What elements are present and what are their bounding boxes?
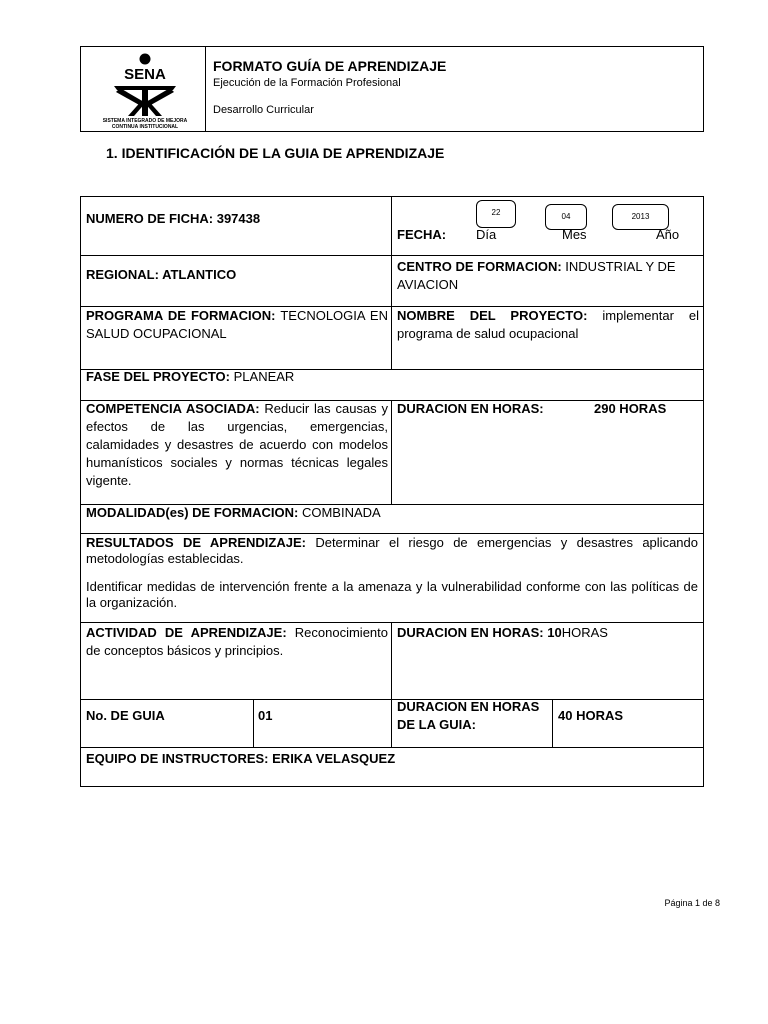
competencia-label: COMPETENCIA ASOCIADA: <box>86 401 260 416</box>
date-month-label: Mes <box>562 227 587 242</box>
date-day-box[interactable]: 22 <box>476 200 516 228</box>
actividad-label: ACTIVIDAD DE APRENDIZAJE: <box>86 625 287 640</box>
centro-value: INDUSTRIAL Y DE AVIACION <box>397 259 676 292</box>
programa-cell <box>86 307 388 343</box>
logo-subtitle-2: CONTINUA INSTITUCIONAL <box>111 124 179 130</box>
resultados-value-1: Determinar el riesgo de emergencias y desastres aplicando metodologías establecidas. <box>86 535 698 566</box>
sena-logo <box>92 52 198 132</box>
date-year-label: Año <box>656 227 680 242</box>
proyecto-cell <box>397 307 699 343</box>
actividad-value: Reconocimiento de conceptos básicos y principios. <box>86 625 388 658</box>
act-duracion-cell <box>397 624 608 642</box>
competencia-cell <box>86 400 388 490</box>
modalidad-cell <box>86 504 381 522</box>
no-guia-value: 01 <box>258 708 273 723</box>
fase-cell <box>86 368 294 386</box>
regional-label: REGIONAL: ATLANTICO <box>86 267 237 282</box>
dur-guia-label: DURACION EN HORAS DE LA GUIA: <box>397 699 540 732</box>
page-number: Página 1 de 8 <box>664 898 720 908</box>
duracion-label: DURACION EN HORAS: <box>397 401 544 416</box>
proyecto-label: NOMBRE DEL PROYECTO: <box>397 308 588 323</box>
proyecto-value: implementar el programa de salud ocupacional <box>397 308 699 341</box>
programa-label: PROGRAMA DE FORMACION: <box>86 308 276 323</box>
equipo-value: ERIKA VELASQUEZ <box>272 751 396 766</box>
equipo-label: EQUIPO DE INSTRUCTORES: <box>86 751 269 766</box>
logo-subtitle-1: SISTEMA INTEGRADO DE MEJORA <box>102 118 188 124</box>
date-day-label: Día <box>476 227 497 242</box>
duracion-value: 290 HORAS <box>594 401 667 416</box>
resultados-value-2: Identificar medidas de intervención frente a la amenaza y la vulnerabilidad conforme con las políticas de la organización. <box>86 579 698 610</box>
centro-cell <box>397 258 699 294</box>
section-title: 1. IDENTIFICACIÓN DE LA GUIA DE APRENDIZAJE <box>106 145 445 161</box>
sena-logo-icon <box>92 52 198 118</box>
act-duracion-value: HORAS <box>561 625 608 640</box>
document-title: FORMATO GUÍA DE APRENDIZAJE <box>213 58 447 74</box>
fase-value: PLANEAR <box>233 369 295 384</box>
date-month-box[interactable]: 04 <box>545 204 587 230</box>
header-divider <box>205 46 206 132</box>
dur-guia-value: 40 HORAS <box>558 708 624 723</box>
date-year-box[interactable]: 2013 <box>612 204 669 230</box>
centro-label: CENTRO DE FORMACION: <box>397 259 562 274</box>
document-subtitle: Ejecución de la Formación Profesional <box>213 77 401 89</box>
equipo-cell <box>86 750 395 768</box>
resultados-label: RESULTADOS DE APRENDIZAJE: <box>86 535 306 550</box>
fecha-label: FECHA: <box>397 227 447 242</box>
competencia-value: Reducir las causas y efectos de las urgencias, emergencias, calamidades y desastres de acuerdo con modelos humanísticos sociales y normas técnicas legales vigente. <box>86 401 388 488</box>
identification-table <box>80 196 704 787</box>
programa-value: TECNOLOGIA EN SALUD OCUPACIONAL <box>86 308 388 341</box>
act-duracion-label: DURACION EN HORAS: 10 <box>397 625 562 640</box>
svg-text:SENA: SENA <box>124 66 166 83</box>
resultados-cell <box>86 535 698 567</box>
modalidad-value: COMBINADA <box>301 505 381 520</box>
modalidad-label: MODALIDAD(es) DE FORMACION: <box>86 505 299 520</box>
actividad-cell <box>86 624 388 660</box>
document-subtitle-2: Desarrollo Curricular <box>213 104 314 116</box>
fase-label: FASE DEL PROYECTO: <box>86 369 230 384</box>
ficha-label: NUMERO DE FICHA: 397438 <box>86 211 261 226</box>
no-guia-label: No. DE GUIA <box>86 708 165 723</box>
